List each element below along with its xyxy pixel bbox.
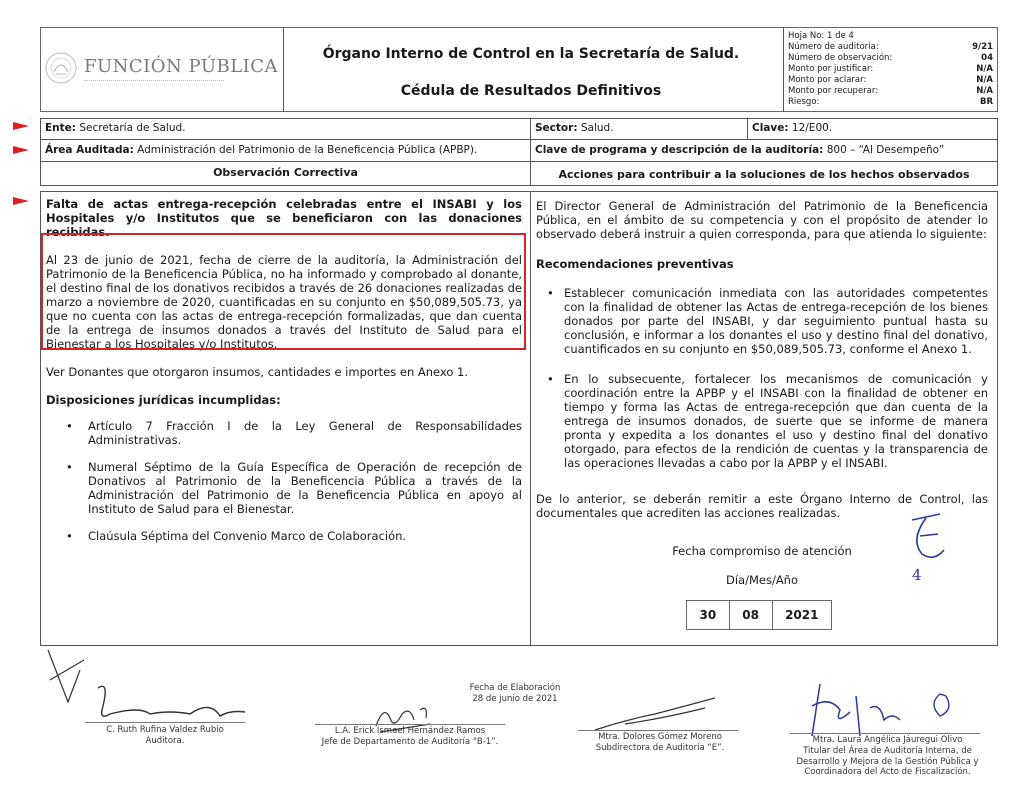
recommendation-item: • En lo subsecuente, fortalecer los mecanismos de comunicación y coordinación entre la APBP y el INSABI con la finalidad de obtener en tiempo y forma las Actas de entrega-recepción que dan cuenta de la entrega de insumos donados, de suerte que se informe de manera pronta y expedita a los donantes el uso y destino final del donativo otorgado, para efectos de la rendición de cuentas y la transparencia de las operaciones llevadas a cabo por la APBP y el INSABI.: [536, 372, 988, 470]
legal-item: • Claúsula Séptima del Convenio Marco de Colaboración.: [46, 529, 522, 543]
meta-row-audit-number: Número de auditoría: 9/21: [788, 42, 993, 52]
logo-subline: [84, 80, 224, 84]
legal-item: • Artículo 7 Fracción I de la Ley General de Responsabilidades Administrativas.: [46, 419, 522, 447]
recommendation-item: • Establecer comunicación inmediata con las autoridades competentes con la finalidad de obtener las Actas de entrega-recepción de los bienes donados por parte del INSABI, y dar seguimiento puntual hasta su conclusión, e informar a los donantes el uso y destino final del donativo, cuantificados en su conjunto en $50,089,505.73, conforme el Anexo 1.: [536, 286, 988, 356]
handwritten-mark: 4: [912, 566, 922, 584]
body-border: [997, 191, 998, 645]
actions-section-header: Acciones para contribuir a la soluciones de los hechos observados: [558, 168, 970, 181]
grid-line: [997, 118, 998, 185]
clave-field: Clave: 12/E00.: [752, 122, 833, 134]
signature-line: [85, 722, 245, 723]
date-format-label: Día/Mes/Año: [725, 573, 799, 587]
signer-2-name: L.A. Erick Ismael Hernández Ramos: [334, 726, 486, 736]
area-auditada-field: Área Auditada: Administración del Patrimonio de la Beneficencia Pública (APBP).: [45, 144, 478, 156]
audit-metadata: [788, 31, 993, 108]
meta-row-clarify-amount: Monto por aclarar: N/A: [788, 75, 993, 85]
meta-row-observation-number: Número de observación: 04: [788, 53, 993, 63]
signature-scribble-1: [40, 640, 260, 730]
date-month: 08: [730, 601, 773, 629]
meta-row-recover-amount: Monto por recuperar: N/A: [788, 86, 993, 96]
elaboration-label: Fecha de Elaboración: [469, 683, 561, 693]
meta-row-sheet: Hoja No: 1 de 4: [788, 31, 854, 41]
annex-note: Ver Donantes que otorgaron insumos, cantidades e importes en Anexo 1.: [46, 365, 469, 379]
header-divider-left: [283, 27, 284, 112]
sector-field: Sector: Salud.: [535, 122, 614, 134]
signer-1-name: C. Ruth Rufina Valdez Rubio: [106, 725, 224, 735]
header-divider-right: [783, 27, 784, 112]
seal-icon: [44, 50, 78, 86]
red-arrow-icon: [13, 197, 29, 205]
grid-line: [40, 185, 998, 186]
logo-text: FUNCIÓN PÚBLICA: [84, 56, 279, 77]
funcion-publica-logo: [44, 50, 279, 90]
document-title: Cédula de Resultados Definitivos: [400, 83, 662, 99]
legal-title: Disposiciones jurídicas incumplidas:: [46, 393, 281, 407]
red-arrow-icon: [13, 122, 29, 130]
signer-4-role: Titular del Área de Auditoría Interna, de Desarrollo y Mejora de la Gestión Pública y Coordinadora del Acto de Fiscalización.: [796, 746, 979, 777]
signature-line: [315, 724, 505, 725]
red-arrow-icon: [13, 146, 29, 154]
actions-column: [536, 199, 988, 520]
elaboration-date: 28 de junio de 2021: [472, 694, 558, 704]
signature-line: [790, 733, 980, 734]
grid-line: [40, 161, 998, 162]
ente-field: Ente: Secretaría de Salud.: [45, 122, 186, 134]
body-divider: [530, 191, 531, 645]
highlight-box: [41, 233, 526, 350]
actions-intro: El Director General de Administración del Patrimonio de la Beneficencia Pública, en el ámbito de su competencia y con el propósito de atender lo observado deberá instruir a quien corresponda, para que atienda lo siguiente:: [536, 199, 988, 241]
recommendations-list: [536, 286, 988, 470]
grid-line: [40, 118, 998, 119]
signer-1-role: Auditora.: [145, 736, 185, 746]
signer-2-role: Jefe de Departamento de Auditoría “B-1”.: [321, 737, 499, 747]
grid-line: [40, 139, 998, 140]
finding-title: Falta de actas entrega-recepción celebradas entre el INSABI y los Hospitales y/o Institutos que se beneficiaron con las donaciones recibidas.: [46, 197, 522, 239]
document-organ-title: Órgano Interno de Control en la Secretaría de Salud.: [322, 46, 740, 62]
signer-4-name: Mtra. Laura Angélica Jáuregui Olivo: [812, 735, 963, 745]
signature-line: [578, 730, 738, 731]
recommendations-title: Recomendaciones preventivas: [536, 257, 734, 271]
meta-row-justify-amount: Monto por justificar: N/A: [788, 64, 993, 74]
observation-section-header: Observación Correctiva: [213, 166, 358, 179]
date-day: 30: [687, 601, 730, 629]
date-year: 2021: [785, 608, 819, 622]
initials-signature: [900, 510, 950, 590]
legal-item: • Numeral Séptimo de la Guía Específica de Operación de recepción de Donativos al Patrimonio de la Beneficencia Pública a través de la Administración del Patrimonio de la Beneficencia Pública en apoyo al Instituto de Salud para el Bienestar.: [46, 460, 522, 516]
finding-body: Al 23 de junio de 2021, fecha de cierre de la auditoría, la Administración del Patrimonio de la Beneficencia Pública, no ha informado y comprobado al donante, el destino final de los donativos recibidos a través de 26 donaciones realizadas de marzo a noviembre de 2020, cuantificadas en su conjunto en $50,089,505.73, ya que no cuenta con las actas de entrega-recepción formalizadas, que dan cuenta de la entrega de insumos donados a través del Instituto de Salud para el Bienestar a los Hospitales y/o Institutos.: [46, 253, 522, 351]
programa-field: Clave de programa y descripción de la auditoría: 800 – “Al Desempeño”: [535, 144, 945, 156]
body-border: [40, 191, 998, 192]
legal-list: [46, 419, 522, 543]
signer-3-role: Subdirectora de Auditoría “E”.: [595, 743, 725, 753]
commit-date-box: [686, 600, 832, 630]
commit-date-label: Fecha compromiso de atención: [672, 544, 852, 558]
grid-line: [747, 118, 748, 139]
signer-3-name: Mtra. Dolores Gómez Moreno: [598, 732, 722, 742]
meta-row-risk: Riesgo: BR: [788, 97, 993, 107]
closing-text: De lo anterior, se deberán remitir a este Órgano Interno de Control, las documentales que acrediten las acciones realizadas.: [536, 492, 988, 520]
